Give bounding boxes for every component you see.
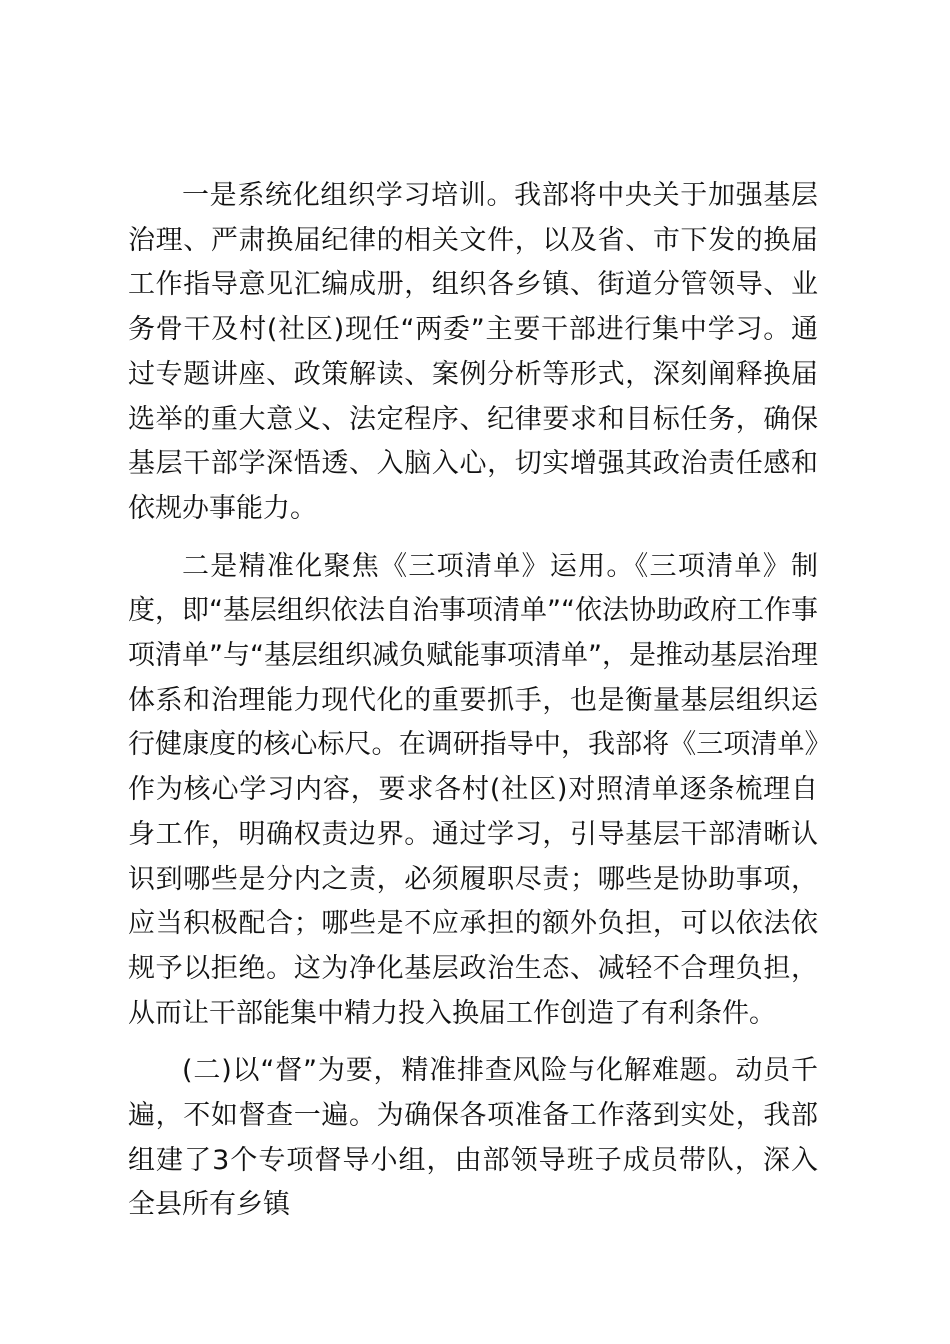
paragraph-study-training: 一是系统化组织学习培训。我部将中央关于加强基层治理、严肃换届纪律的相关文件，以及省、市下发的换届工作指导意见汇编成册，组织各乡镇、街道分管领导、业务骨干及村(社区)现任“两委”主要干部进行集中学习。通过专题讲座、政策解读、案例分析等形式，深刻阐释换届选举的重大意义、法定程序、纪律要求和目标任务，确保基层干部学深悟透、入脑入心，切实增强其政治责任感和依规办事能力。 — [128, 180, 818, 524]
paragraph-three-lists: 二是精准化聚焦《三项清单》运用。《三项清单》制度，即“基层组织依法自治事项清单”“依法协助政府工作事项清单”与“基层组织减负赋能事项清单”，是推动基层治理体系和治理能力现代化的重要抓手，也是衡量基层组织运行健康度的核心标尺。在调研指导中，我部将《三项清单》作为核心学习内容，要求各村(社区)对照清单逐条梳理自身工作，明确权责边界。通过学习，引导基层干部清晰认识到哪些是分内之责，必须履职尽责；哪些是协助事项，应当积极配合；哪些是不应承担的额外负担，可以依法依规予以拒绝。这为净化基层政治生态、减轻不合理负担，从而让干部能集中精力投入换届工作创造了有利条件。 — [128, 550, 818, 1029]
paragraph-supervision: (二)以“督”为要，精准排查风险与化解难题。动员千遍，不如督查一遍。为确保各项准备工作落到实处，我部组建了3个专项督导小组，由部领导班子成员带队，深入全县所有乡镇 — [128, 1055, 818, 1221]
document-body — [128, 174, 818, 1228]
